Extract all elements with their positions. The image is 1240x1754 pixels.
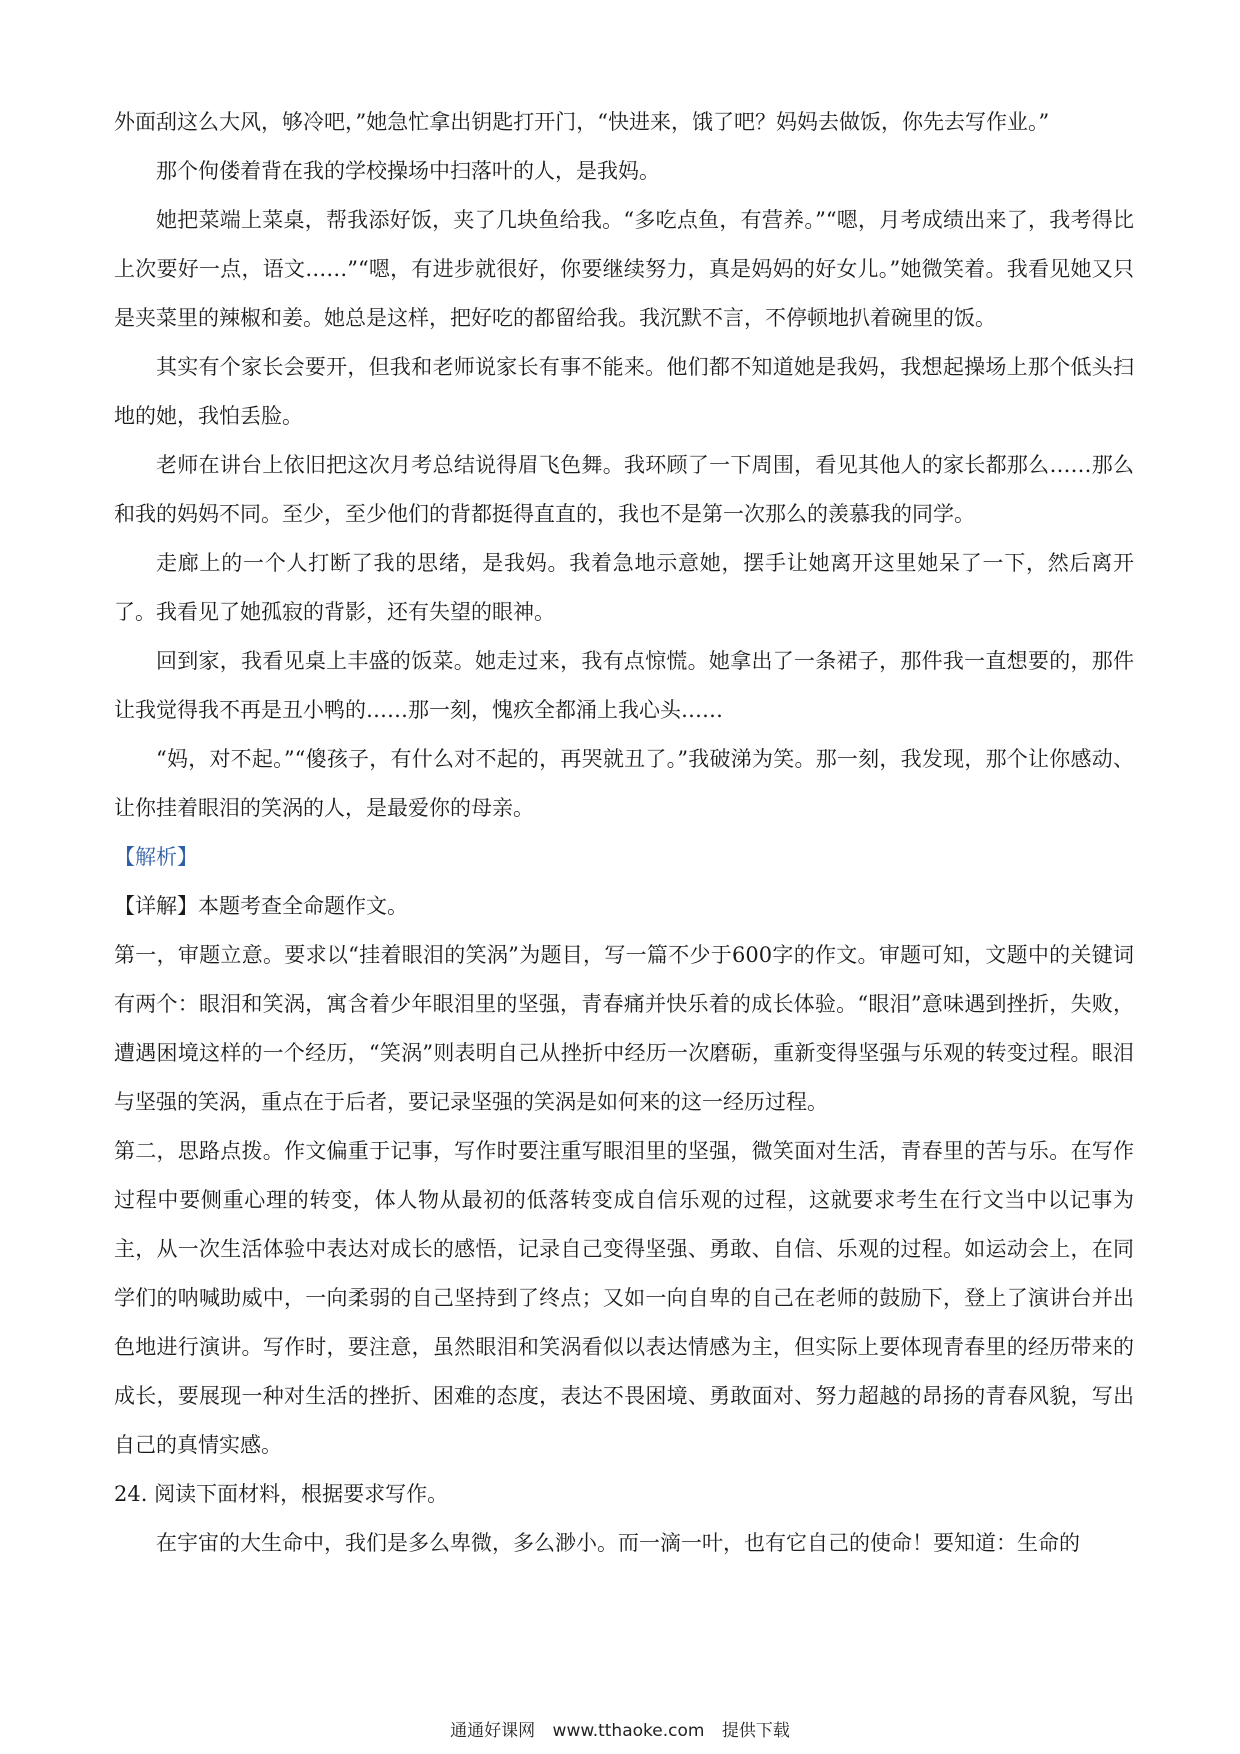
analysis-detail: 【详解】本题考查全命题作文。	[114, 894, 408, 918]
footer-note: 提供下载	[721, 1721, 790, 1741]
question-24-material: 在宇宙的大生命中，我们是多么卑微，多么渺小。而一滴一叶，也有它自己的使命！要知道：生命的	[156, 1531, 1080, 1555]
page-footer	[0, 1716, 1240, 1741]
story-paragraph-7: 回到家，我看见桌上丰盛的饭菜。她走过来，我有点惊慌。她拿出了一条裙子，那件我一直想要的，那件让我觉得我不再是丑小鸭的……那一刻，愧疚全都涌上我心头……	[114, 649, 1134, 722]
analysis-label: 【解析】	[114, 845, 198, 869]
footer-site-name: 通通好课网	[450, 1721, 536, 1741]
footer-url[interactable]: www.tthaoke.com	[552, 1721, 705, 1741]
story-paragraph-1: 外面刮这么大风，够冷吧，”她急忙拿出钥匙打开门，“快进来，饿了吧？妈妈去做饭，你先去写作业。”	[114, 110, 1050, 134]
story-paragraph-2: 那个佝偻着背在我的学校操场中扫落叶的人，是我妈。	[156, 159, 660, 183]
story-paragraph-8: “妈，对不起。”“傻孩子，有什么对不起的，再哭就丑了。”我破涕为笑。那一刻，我发现，那个让你感动、让你挂着眼泪的笑涡的人，是最爱你的母亲。	[114, 747, 1134, 820]
analysis-paragraph-1: 第一，审题立意。要求以“挂着眼泪的笑涡”为题目，写一篇不少于600字的作文。审题可知，文题中的关键词有两个：眼泪和笑涡，寓含着少年眼泪里的坚强，青春痛并快乐着的成长体验。“眼泪”意味遇到挫折，失败，遭遇困境这样的一个经历，“笑涡”则表明自己从挫折中经历一次磨砺，重新变得坚强与乐观的转变过程。眼泪与坚强的笑涡，重点在于后者，要记录坚强的笑涡是如何来的这一经历过程。	[114, 943, 1134, 1114]
analysis-paragraph-2: 第二，思路点拨。作文偏重于记事，写作时要注重写眼泪里的坚强，微笑面对生活，青春里的苦与乐。在写作过程中要侧重心理的转变，体人物从最初的低落转变成自信乐观的过程，这就要求考生在行文当中以记事为主，从一次生活体验中表达对成长的感悟，记录自己变得坚强、勇敢、自信、乐观的过程。如运动会上，在同学们的呐喊助威中，一向柔弱的自己坚持到了终点；又如一向自卑的自己在老师的鼓励下，登上了演讲台并出色地进行演讲。写作时，要注意，虽然眼泪和笑涡看似以表达情感为主，但实际上要体现青春里的经历带来的成长，要展现一种对生活的挫折、困难的态度，表达不畏困境、勇敢面对、努力超越的昂扬的青春风貌，写出自己的真情实感。	[114, 1139, 1134, 1457]
story-paragraph-6: 走廊上的一个人打断了我的思绪，是我妈。我着急地示意她，摆手让她离开这里她呆了一下，然后离开了。我看见了她孤寂的背影，还有失望的眼神。	[114, 551, 1134, 624]
story-paragraph-4: 其实有个家长会要开，但我和老师说家长有事不能来。他们都不知道她是我妈，我想起操场上那个低头扫地的她，我怕丢脸。	[114, 355, 1134, 428]
document-page	[114, 98, 1134, 1568]
story-paragraph-3: 她把菜端上菜桌，帮我添好饭，夹了几块鱼给我。“多吃点鱼，有营养。”“嗯，月考成绩出来了，我考得比上次要好一点，语文……”“嗯，有进步就很好，你要继续努力，真是妈妈的好女儿。”她微笑着。我看见她又只是夹菜里的辣椒和姜。她总是这样，把好吃的都留给我。我沉默不言，不停顿地扒着碗里的饭。	[114, 208, 1134, 330]
story-paragraph-5: 老师在讲台上依旧把这次月考总结说得眉飞色舞。我环顾了一下周围，看见其他人的家长都那么……那么和我的妈妈不同。至少，至少他们的背都挺得直直的，我也不是第一次那么的羡慕我的同学。	[114, 453, 1134, 526]
question-24-title: 24. 阅读下面材料，根据要求写作。	[114, 1482, 449, 1506]
